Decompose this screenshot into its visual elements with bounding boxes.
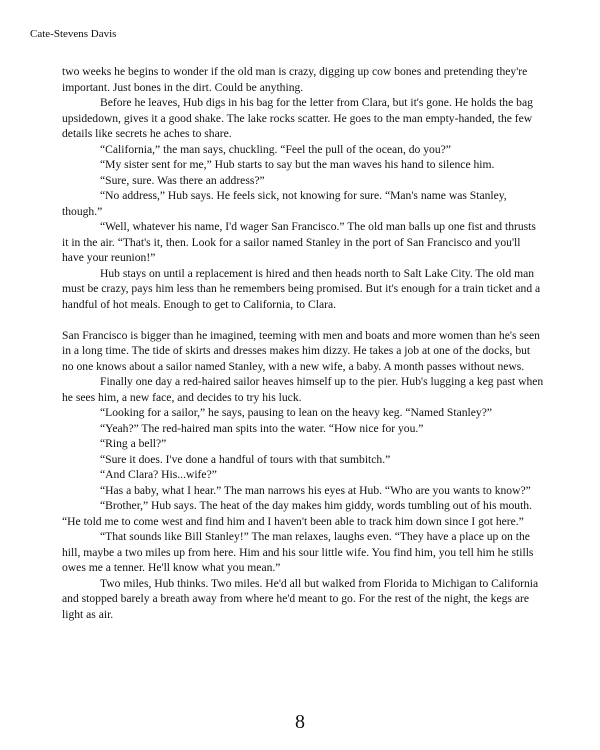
paragraph: “Looking for a sailor,” he says, pausing to lean on the heavy keg. “Named Stanley?” (100, 406, 492, 419)
paragraph: “And Clara? His...wife?” (100, 468, 217, 481)
paragraph: “Yeah?” The red-haired man spits into the water. “How nice for you.” (100, 421, 424, 435)
paragraph: Before he leaves, Hub digs in his bag for the letter from Clara, but it's gone. He holds the bag upsidedown, gives it a good shake. The lake rocks scatter. He goes to the man empty-handed, the few details like secrets he aches to share. (62, 96, 533, 140)
running-header-author: Cate-Stevens Davis (30, 28, 117, 40)
section-start-paragraph: San Francisco is bigger than he imagined, teeming with men and boats and more women than he's seen in a long time. The tide of skirts and dresses makes him dizzy. He takes a job at one of the docks, but no one knows about a sailor named Stanley, with a new wife, a baby. A month passes without news. (62, 328, 540, 373)
paragraph: Finally one day a red-haired sailor heaves himself up to the pier. Hub's lugging a keg past when he sees him, a new face, and decides to try his luck. (62, 375, 544, 404)
paragraph: Two miles, Hub thinks. Two miles. He'd all but walked from Florida to Michigan to California and stopped barely a breath away from where he'd meant to go. For the rest of the night, the kegs are light as air. (62, 576, 539, 621)
paragraph: “California,” the man says, chuckling. “Feel the pull of the ocean, do you?” (100, 142, 451, 156)
paragraph: Hub stays on until a replacement is hired and then heads north to Salt Lake City. The old man must be crazy, pays him less than he remembers being promised. But it's enough for a train ticket and a handful of hot meals. Enough to get to California, to Clara. (62, 266, 541, 311)
paragraph: two weeks he begins to wonder if the old man is crazy, digging up cow bones and pretending they're important. Just bones in the dirt. Could be anything. (62, 65, 528, 94)
paragraph: “That sounds like Bill Stanley!” The man relaxes, laughs even. “They have a place up on the hill, maybe a two miles up from here. Him and his sour little wife. You find him, you tell him he stills owes me a tenner. He'll know what you mean.” (62, 530, 534, 574)
paragraph: “Sure it does. I've done a handful of tours with that sumbitch.” (100, 452, 391, 466)
paragraph: “Has a baby, what I hear.” The man narrows his eyes at Hub. “Who are you wants to know?” (100, 483, 531, 497)
paragraph: “No address,” Hub says. He feels sick, not knowing for sure. “Man's name was Stanley, though.” (62, 189, 507, 218)
paragraph: “Sure, sure. Was there an address?” (100, 173, 265, 187)
paragraph: “Ring a bell?” (100, 437, 167, 450)
body-text (62, 64, 544, 622)
paragraph: “Well, whatever his name, I'd wager San Francisco.” The old man balls up one fist and thrusts it in the air. “That's it, then. Look for a sailor named Stanley in the port of San Francisco and you'll have your reunion!” (62, 220, 536, 264)
paragraph: “My sister sent for me,” Hub starts to say but the man waves his hand to silence him. (100, 158, 495, 171)
page-number: 8 (295, 711, 305, 733)
paragraph: “Brother,” Hub says. The heat of the day makes him giddy, words tumbling out of his mouth. “He told me to come west and find him and I haven't been able to track him down since I got here.” (62, 499, 532, 528)
